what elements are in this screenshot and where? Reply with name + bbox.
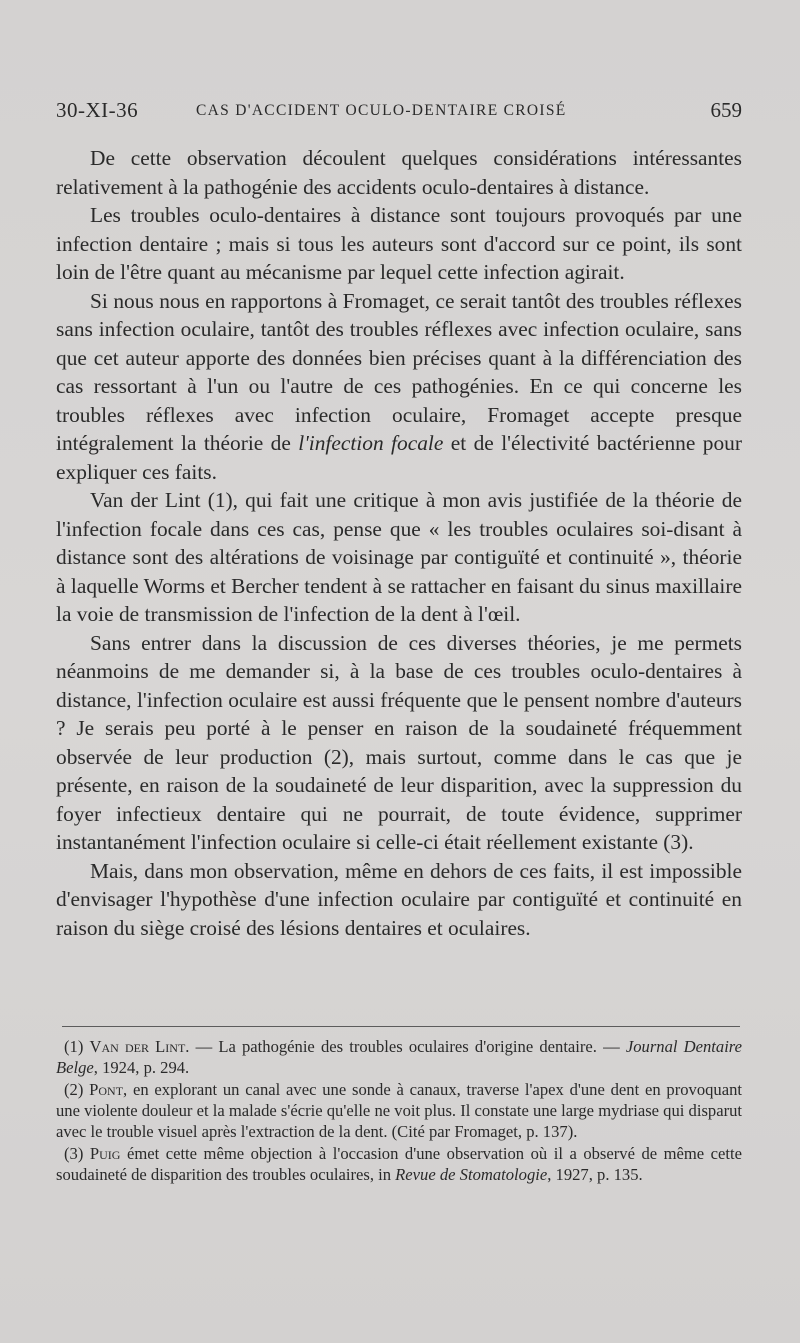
paragraph-1: De cette observation découlent quelques considérations intéressantes relativement à la pathogénie des accidents oculo-dentaires à distance. [56, 146, 742, 199]
footnote-1-journal: Journal Dentaire Belge [56, 1037, 743, 1077]
running-head [56, 98, 742, 130]
paragraph-2: Les troubles oculo-dentaires à distance sont toujours provoqués par une infection dentaire ; mais si tous les auteurs sont d'accord sur ce point, ils sont loin de l'être quant au mécanisme par lequel cette infection agirait. [56, 203, 742, 284]
paragraph-3-text-b: et de l'électivité bactérienne pour expliquer ces faits. [56, 431, 742, 484]
header-title: CAS D'ACCIDENT OCULO-DENTAIRE CROISÉ [196, 102, 567, 119]
paragraph-4: Van der Lint (1), qui fait une critique à mon avis justifiée de la théorie de l'infection focale dans ces cas, pense que « les troubles oculaires soi-disant à distance sont des altérations de voisinage par contiguïté et continuité », théorie à laquelle Worms et Bercher tendent à se rattacher en faisant du sinus maxillaire la voie de transmission de l'infection de la dent à l'œil. [56, 488, 742, 626]
page-number: 659 [710, 98, 742, 122]
footnote-3-journal: Revue de Stomatologie [395, 1165, 548, 1184]
footnote-3-citation: , 1927, p. 135. [547, 1165, 643, 1184]
footnote-1 [56, 1036, 742, 1078]
footnote-3-number: (3) [64, 1144, 90, 1163]
paragraph-6: Mais, dans mon observation, même en dehors de ces faits, il est impossible d'envisager l'hypothèse d'une infection oculaire par contiguïté et continuité en raison du siège croisé des lésions dentaires et oculaires. [56, 858, 742, 940]
footnote-2 [56, 1079, 742, 1142]
footnote-1-citation: , 1924, p. 294. [93, 1058, 190, 1077]
paragraph-3-italic: l'infection focale [298, 431, 444, 455]
footnote-3 [56, 1143, 742, 1185]
paragraph-3 [56, 287, 742, 487]
paragraph-3-text-a: Si nous nous en rapportons à Fromaget, ce serait tantôt des troubles réflexes sans infection oculaire, tantôt des troubles réflexes avec infection oculaire, sans que cet auteur apporte des données bien précises quant à la différenciation des cas ressortant à l'un ou l'autre de ces pathogénies. En ce qui concerne les troubles réflexes avec infection oculaire, Fromaget accepte presque intégralement la théorie de [56, 288, 742, 455]
body-text [56, 144, 742, 942]
footnote-1-number: (1) [64, 1037, 90, 1056]
footnote-2-author: Pont [89, 1080, 124, 1099]
footnote-1-author: Van der Lint [89, 1037, 186, 1056]
header-date: 30-XI-36 [56, 98, 139, 122]
footnote-1-text: . — La pathogénie des troubles oculaires d'origine dentaire. — [185, 1037, 626, 1056]
footnote-3-text: émet cette même objection à l'occasion d'une observation où il a observé de même cette soudaineté de disparition des troubles oculaires, in [56, 1144, 743, 1184]
footnote-2-number: (2) [64, 1080, 90, 1099]
footnote-3-author: Puig [89, 1144, 121, 1163]
footnote-2-text: , en explorant un canal avec une sonde à canaux, traverse l'apex d'une dent en provoquant une violente douleur et la malade s'écrie qu'elle ne voit plus. Il constate une large mydriase qui disparut avec le trouble visuel après l'extraction de la dent. (Cité par Fromaget, p. 137). [56, 1080, 742, 1141]
footnotes [56, 1036, 742, 1186]
footnote-separator [62, 1026, 740, 1027]
paragraph-5: Sans entrer dans la discussion de ces diverses théories, je me permets néanmoins de me demander si, à la base de ces troubles oculo-dentaires à distance, l'infection oculaire est aussi fréquente que le pensent nombre d'auteurs ? Je serais peu porté à le penser en raison de la soudaineté fréquemment observée de leur production (2), mais surtout, comme dans le cas que je présente, en raison de la soudaineté de leur disparition, avec la suppression du foyer infectieux dentaire qui ne pourrait, de toute évidence, supprimer instantanément l'infection oculaire si celle-ci était réellement existante (3). [56, 630, 742, 854]
